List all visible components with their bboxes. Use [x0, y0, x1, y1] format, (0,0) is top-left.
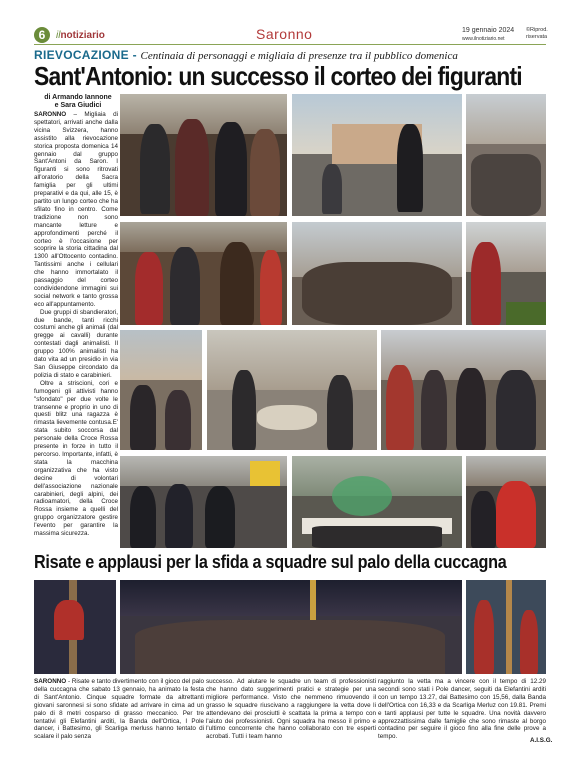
photo-injured-woman — [466, 456, 546, 548]
byline-author-2: e Sara Giudici — [54, 102, 102, 109]
article2-column-1-text: - Risate e tanto divertimento con il gioco del palo della cuccagna che sabato 13 gennaio, ha animato la festa di Sant'Antonio. Cinque squadre formate da altrettanti giovani saronnesi si sono sfidate ad arrivare in cima ad un palo di 8 metri cosparso di grasso meccanico. Per tre tentativi gli Elefantini arditi, la Banda dell'Ortica, I Pole dancer, i Battesimo, gli Scarliga merluss hanno tentato di scalare il palo senza — [34, 678, 204, 741]
page-header — [0, 0, 580, 44]
reproduction-notice: ©Riprod. riservata — [526, 27, 548, 40]
paragraph-1-text: – Migliaia di spettatori, arrivati anche dalla vicina Svizzera, hanno assistito alla rievocazione storica proposta domenica 14 gennaio dal gruppo Sant'Antoni da Saron. I figuranti si sono ritrovati all'oratorio della Sacra famiglia per gli ultimi preparativi e da qui, alle 15, è partito un lungo corteo che ha sfilato fino in centro. Come tradizione non sono mancante letture e approfondimenti perché il corteo è l'occasione per scoprire la storia cittadina dal 1300 all'Ottocento contadino. Tantissimi anche i cellulari che hanno immortalato il passaggio del corteo condividendone immagini sui social network e tanto grossa eco all'appuntamento. — [34, 111, 118, 308]
article2-signature: A.I.S.G. — [530, 737, 553, 744]
brand-prefix: il — [56, 30, 61, 41]
page-number: 6 — [34, 27, 50, 43]
photo-pole-climber — [466, 580, 546, 674]
photo-costumed-riders — [120, 222, 287, 325]
byline-author-1: di Armando Iannone — [44, 94, 112, 101]
article-body — [34, 111, 118, 544]
kicker-label: RIEVOCAZIONE - — [34, 48, 141, 62]
article-kicker — [34, 48, 458, 62]
site-url: www.ilnotiziario.net — [462, 36, 505, 42]
photo-greasy-pole — [34, 580, 116, 674]
photo-crowd-street — [466, 94, 546, 216]
article2-dateline: SARONNO — [34, 678, 67, 685]
header-divider — [34, 44, 546, 45]
article2-column-1 — [34, 678, 204, 741]
dateline: SARONNO — [34, 111, 67, 118]
photo-villa-crowd — [120, 330, 202, 450]
photo-sheep-flock — [207, 330, 377, 450]
paragraph-1 — [34, 111, 118, 309]
photo-team-group — [120, 580, 462, 674]
paragraph-3: Oltre a striscioni, cori e fumogeni gli attivisti hanno "sfondato" per due volte le transenne e proprio in uno di questi blitz una ragazza è rimasta lievemente contusa.E' stata subito soccorsa dal personale della Croce Rossa presente in forze in tutto il percorso. Importante, infatti, è stata la macchina organizzativa che ha visto decine di volontari dell'associazione nazionale carabinieri, degli alpini, dei radioamatori, della Croce Rossa insieme a quelli del gruppo organizzatore gestire l'evento per garantire la massima sicurezza. — [34, 379, 118, 538]
issue-date: 19 gennaio 2024 — [462, 27, 515, 34]
photo-parade-musicians — [120, 94, 287, 216]
article-title: Sant'Antonio: un successo il corteo dei figuranti — [34, 61, 522, 91]
article2-column-3: raggiunto la vetta ma a vincere con il tempo di 12.29 secondi sono stati i Pole dancer, seguiti da Elefantini arditi con un tempo 13.27, dai Battesimo con 15,56, dalla Banda dell'Ortica con 16,33 e da Scarliga Merluz con 19.81. Premi e tanti applausi per tutte le squadre. Una novità davvero apprezzattissima dalle famiglie che sono rimaste al borgo contadino per seguire il gioco fino alla fine delle prove a tempo. — [378, 678, 546, 741]
byline — [40, 94, 116, 110]
brand-logo — [56, 30, 105, 41]
paragraph-2: Due gruppi di sbandieratori, due bande, tanti ricchi costumi anche gli animali (dal gregge ai cavalli) durante contestati dagli animalisti. Il gruppo 100% animalisti ha dato vita ad un presidio in via San Giuseppe circondato da polizia di stato e carabinieri. — [34, 308, 118, 379]
kicker-subtitle: Centinaia di personaggi e migliaia di presenze tra il pubblico domenica — [140, 50, 458, 62]
photo-church-square — [292, 94, 462, 216]
photo-police-cordon — [120, 456, 287, 548]
brand-name: notiziario — [60, 30, 105, 41]
article2-title: Risate e applausi per la sfida a squadre sul palo della cuccagna — [34, 552, 507, 572]
photo-protest-smoke — [292, 456, 462, 548]
photo-costumed-group — [381, 330, 546, 450]
section-city: Saronno — [256, 26, 313, 42]
article2-column-2: successo. Ad aiutare le squadre un team di professionisti che hanno dato suggerimenti pratici e strategie per una migliore performance. Visto che nemmeno rimuovendo il grasso le squadre riuscivano a raggiungere la vetta dove li attendevano dei prosciutti è scattata la prima a tempo con l'aiuto dei professionisti. Ogni squadra ha messo il primo e l'ultimo concorrente che hanno collaborato con tre esperti acrobati. Tutti i team hanno — [206, 678, 376, 741]
photo-hooded-figure — [466, 222, 546, 325]
photo-flag-bearers — [292, 222, 462, 325]
